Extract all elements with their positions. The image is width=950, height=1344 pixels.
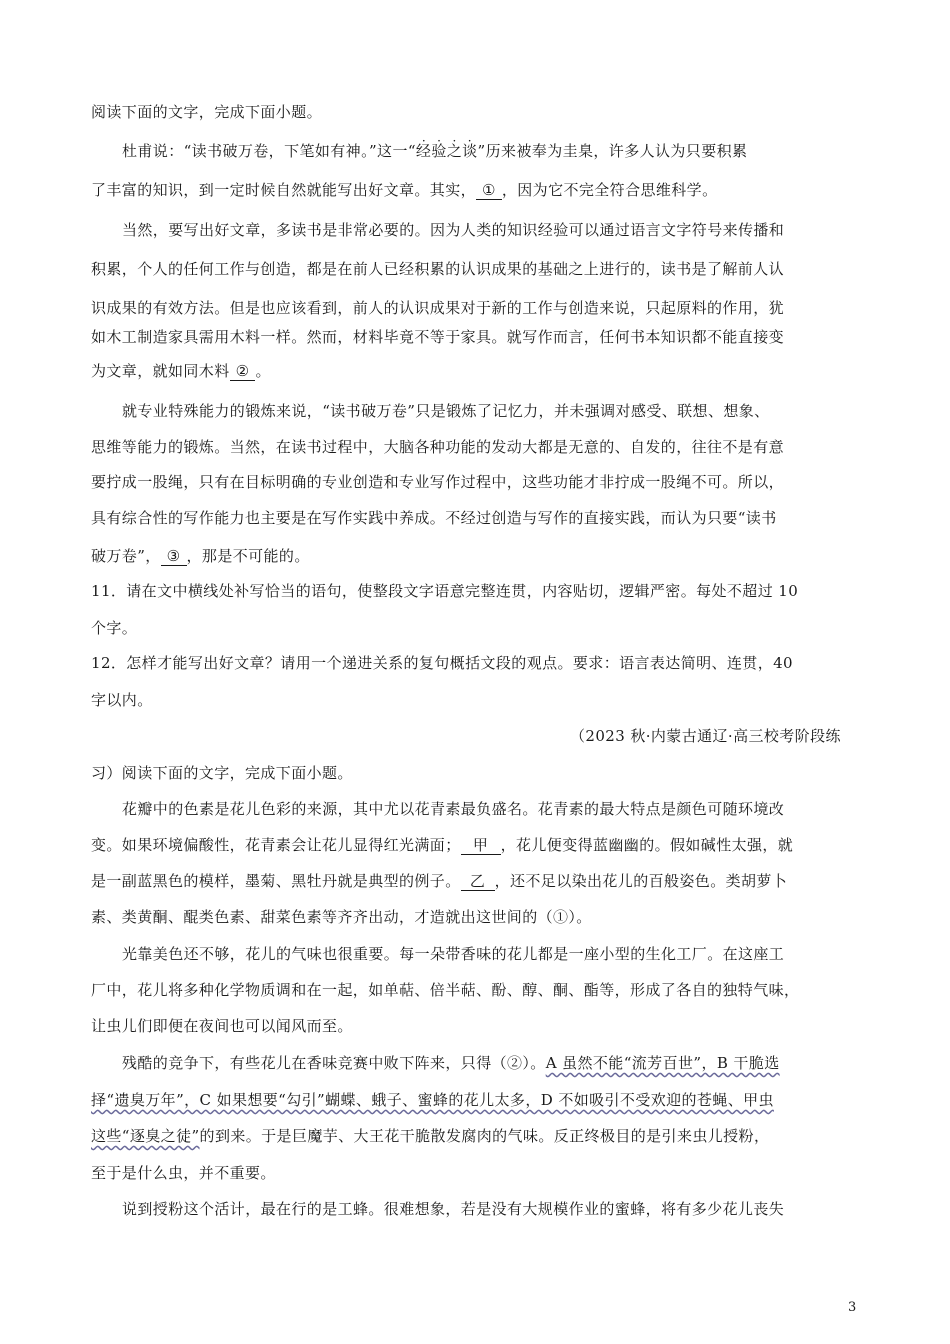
s1-p1-line1: 杜甫说：“读书破万卷，下笔如有神。”这一“· · 经验之谈”历来被奉为圭臬，许多人认为只要积累 — [122, 141, 747, 161]
blank-yi: 乙 — [461, 872, 495, 891]
s2-p4-line1: 说到授粉这个活计，最在行的是工蜂。很难想象，若是没有大规模作业的蜜蜂，将有多少花儿丧失 — [122, 1200, 785, 1218]
s2-p1-line4: 素、类黄酮、醌类色素、甜菜色素等齐齐出动，才造就出这世间的（①）。 — [91, 908, 592, 926]
s1-p2-line5: 为文章，就如同木料 ② 。 — [91, 362, 271, 380]
dotted-emphasis: · · 经验之谈 — [416, 141, 478, 161]
wavy-underlined-text: A 虽然不能“流芳百世”，B 干脆选 — [545, 1054, 780, 1072]
s2-p2-line1: 光靠美色还不够，花儿的气味也很重要。每一朵带香味的花儿都是一座小型的生化工厂。在这座工 — [122, 945, 785, 963]
s1-p3-line4: 具有综合性的写作能力也主要是在写作实践中养成。不经过创造与写作的直接实践，而认为只要“读书 — [91, 509, 777, 527]
s2-p3-line4: 至于是什么虫，并不重要。 — [91, 1164, 276, 1182]
s2-p1-line2: 变。如果环境偏酸性，花青素会让花儿显得红光满面； 甲 ，花儿便变得蓝幽幽的。假如碱性太强，就 — [91, 836, 794, 854]
question-11-line1: 11．请在文中横线处补写恰当的语句，使整段文字语意完整连贯，内容贴切，逻辑严密。每处不超过 10 — [91, 582, 799, 600]
page-number: 3 — [848, 1300, 857, 1315]
wavy-underlined-text: 这些“逐臭之徒” — [91, 1127, 200, 1145]
question-12-line2: 字以内。 — [91, 691, 153, 709]
section1-intro: 阅读下面的文字，完成下面小题。 — [91, 103, 323, 121]
s1-p2-line4: 如木工制造家具需用木料一样。然而，材料毕竟不等于家具。就写作而言，任何书本知识都不能直接变 — [91, 328, 785, 346]
s2-p3-line1: 残酷的竞争下，有些花儿在香味竞赛中败下阵来，只得（②）。A 虽然不能“流芳百世”，B 干脆选 — [122, 1054, 780, 1072]
s2-p2-line3: 让虫儿们即便在夜间也可以闻风而至。 — [91, 1017, 353, 1035]
s1-p3-line5: 破万卷”， ③ ，那是不可能的。 — [91, 547, 310, 565]
question-11-line2: 个字。 — [91, 619, 138, 637]
s1-p3-line2: 思维等能力的锻炼。当然，在读书过程中，大脑各种功能的发动大都是无意的、自发的，往往不是有意 — [91, 438, 785, 456]
question-12-line1: 12．怎样才能写出好文章？请用一个递进关系的复句概括文段的观点。要求：语言表达简明、连贯，40 — [91, 654, 793, 672]
wavy-underlined-text: 择“遗臭万年”，C 如果想要“勾引”蝴蝶、蛾子、蜜蜂的花儿太多，D 不如吸引不受欢迎的苍蝇、甲虫 — [91, 1091, 774, 1109]
s1-p2-line2: 积累，个人的任何工作与创造，都是在前人已经积累的认识成果的基础之上进行的，读书是了解前人认 — [91, 260, 785, 278]
section2-source-line2: 习）阅读下面的文字，完成下面小题。 — [91, 764, 353, 782]
s2-p1-line1: 花瓣中的色素是花儿色彩的来源，其中尤以花青素最负盛名。花青素的最大特点是颜色可随环境改 — [122, 800, 785, 818]
blank-jia: 甲 — [461, 836, 501, 855]
s1-p1-line2: 了丰富的知识，到一定时候自然就能写出好文章。其实， ① ，因为它不完全符合思维科学。 — [91, 181, 718, 199]
s1-p2-line1: 当然，要写出好文章，多读书是非常必要的。因为人类的知识经验可以通过语言文字符号来传播和 — [122, 221, 785, 239]
s1-p3-line1: 就专业特殊能力的锻炼来说，“读书破万卷”只是锻炼了记忆力，并未强调对感受、联想、想象、 — [122, 402, 770, 420]
s2-p2-line2: 厂中，花儿将多种化学物质调和在一起，如单萜、倍半萜、酚、醇、酮、酯等，形成了各自的独特气味， — [91, 981, 800, 999]
s2-p3-line3: 这些“逐臭之徒”的到来。于是巨魔芋、大王花干脆散发腐肉的气味。反正终极目的是引来虫儿授粉， — [91, 1127, 770, 1145]
s1-p3-line3: 要拧成一股绳，只有在目标明确的专业创造和专业写作过程中，这些功能才非拧成一股绳不可。所以， — [91, 473, 785, 491]
s2-p3-line2 — [91, 1090, 774, 1110]
s2-p1-line3: 是一副蓝黑色的模样，墨菊、黑牡丹就是典型的例子。 乙 ，还不足以染出花儿的百般姿色。类胡萝卜 — [91, 872, 788, 890]
blank-2: ② — [230, 362, 256, 381]
blank-3: ③ — [161, 547, 187, 566]
s1-p2-line3: 识成果的有效方法。但是也应该看到，前人的认识成果对于新的工作与创造来说，只起原料的作用，犹 — [91, 299, 785, 317]
blank-1: ① — [476, 181, 502, 200]
section2-source-line1: （2023 秋·内蒙古通辽·高三校考阶段练 — [570, 727, 841, 745]
